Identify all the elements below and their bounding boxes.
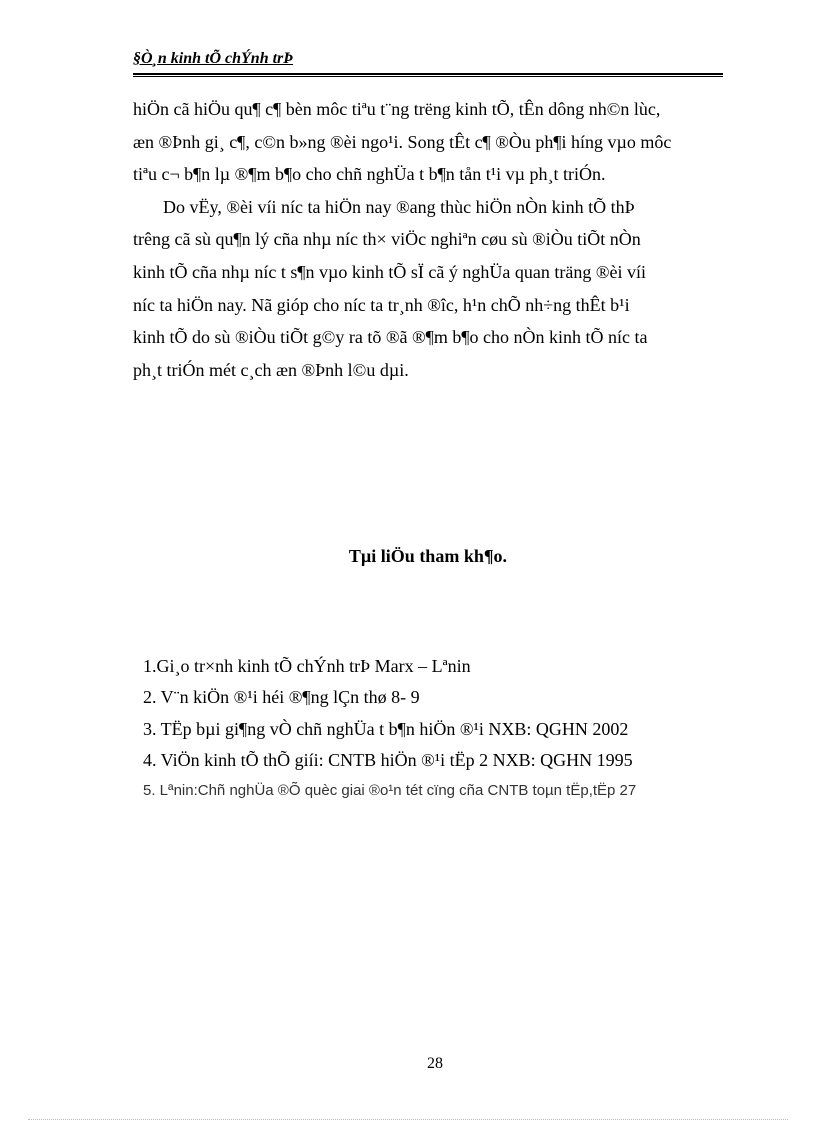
header-rule-thin: [133, 76, 723, 77]
page-number: 28: [427, 1055, 443, 1072]
body-line: tiªu c¬ b¶n lµ ®¶m b¶o cho chñ nghÜa t b¶n tån t¹i vµ ph¸t triÓn.: [133, 164, 606, 185]
reference-item: 1.Gi¸o tr×nh kinh tÕ chÝnh trÞ Marx – Lªnin: [143, 656, 471, 676]
page-bottom-border: [28, 1119, 788, 1120]
header-rule: [133, 73, 723, 75]
references-heading: Tµi liÖu tham kh¶o.: [348, 546, 508, 566]
body-line: níc ta hiÖn nay. Nã gióp cho níc ta tr¸nh ®îc, h¹n chÕ nh÷ng thÊt b¹i: [133, 294, 630, 315]
body-line: kinh tÕ cña nhµ níc t s¶n vµo kinh tÕ sÏ cã ý nghÜa quan träng ®èi víi: [133, 261, 646, 282]
page-header-title: §Ò¸n kinh tÕ chÝnh trÞ: [133, 50, 294, 67]
reference-item: 3. TËp bµi gi¶ng vÒ chñ nghÜa t b¶n hiÖn ®¹i NXB: QGHN 2002: [143, 718, 629, 739]
references-list: [143, 651, 733, 803]
reference-item: 5. Lªnin:Chñ nghÜa ®Õ quèc giai ®o¹n tét cïng cña CNTB toµn tËp,tËp 27: [143, 781, 637, 799]
body-line: Do vËy, ®èi víi níc ta hiÖn nay ®ang thùc hiÖn nÒn kinh tÕ thÞ: [163, 196, 635, 217]
reference-item: 2. V¨n kiÖn ®¹i héi ®¶ng lÇn thø 8- 9: [143, 687, 420, 708]
body-line: trêng cã sù qu¶n lý cña nhµ níc th× viÖc nghiªn cøu sù ®iÒu tiÕt nÒn: [133, 229, 641, 250]
body-line: hiÖn cã hiÖu qu¶ c¶ bèn môc tiªu t¨ng trëng kinh tÕ, tÊn dông nh©n lùc,: [133, 99, 661, 119]
body-paragraphs: [133, 93, 723, 386]
body-line: kinh tÕ do sù ®iÒu tiÕt g©y ra tõ ®ã ®¶m b¶o cho nÒn kinh tÕ níc ta: [133, 327, 648, 348]
body-line: æn ®Þnh gi¸ c¶, c©n b»ng ®èi ngo¹i. Song tÊt c¶ ®Òu ph¶i híng vµo môc: [133, 131, 672, 152]
body-line: ph¸t triÓn mét c¸ch æn ®Þnh l©u dµi.: [133, 359, 409, 380]
reference-item: 4. ViÖn kinh tÕ thÕ giíi: CNTB hiÖn ®¹i tËp 2 NXB: QGHN 1995: [143, 750, 633, 771]
